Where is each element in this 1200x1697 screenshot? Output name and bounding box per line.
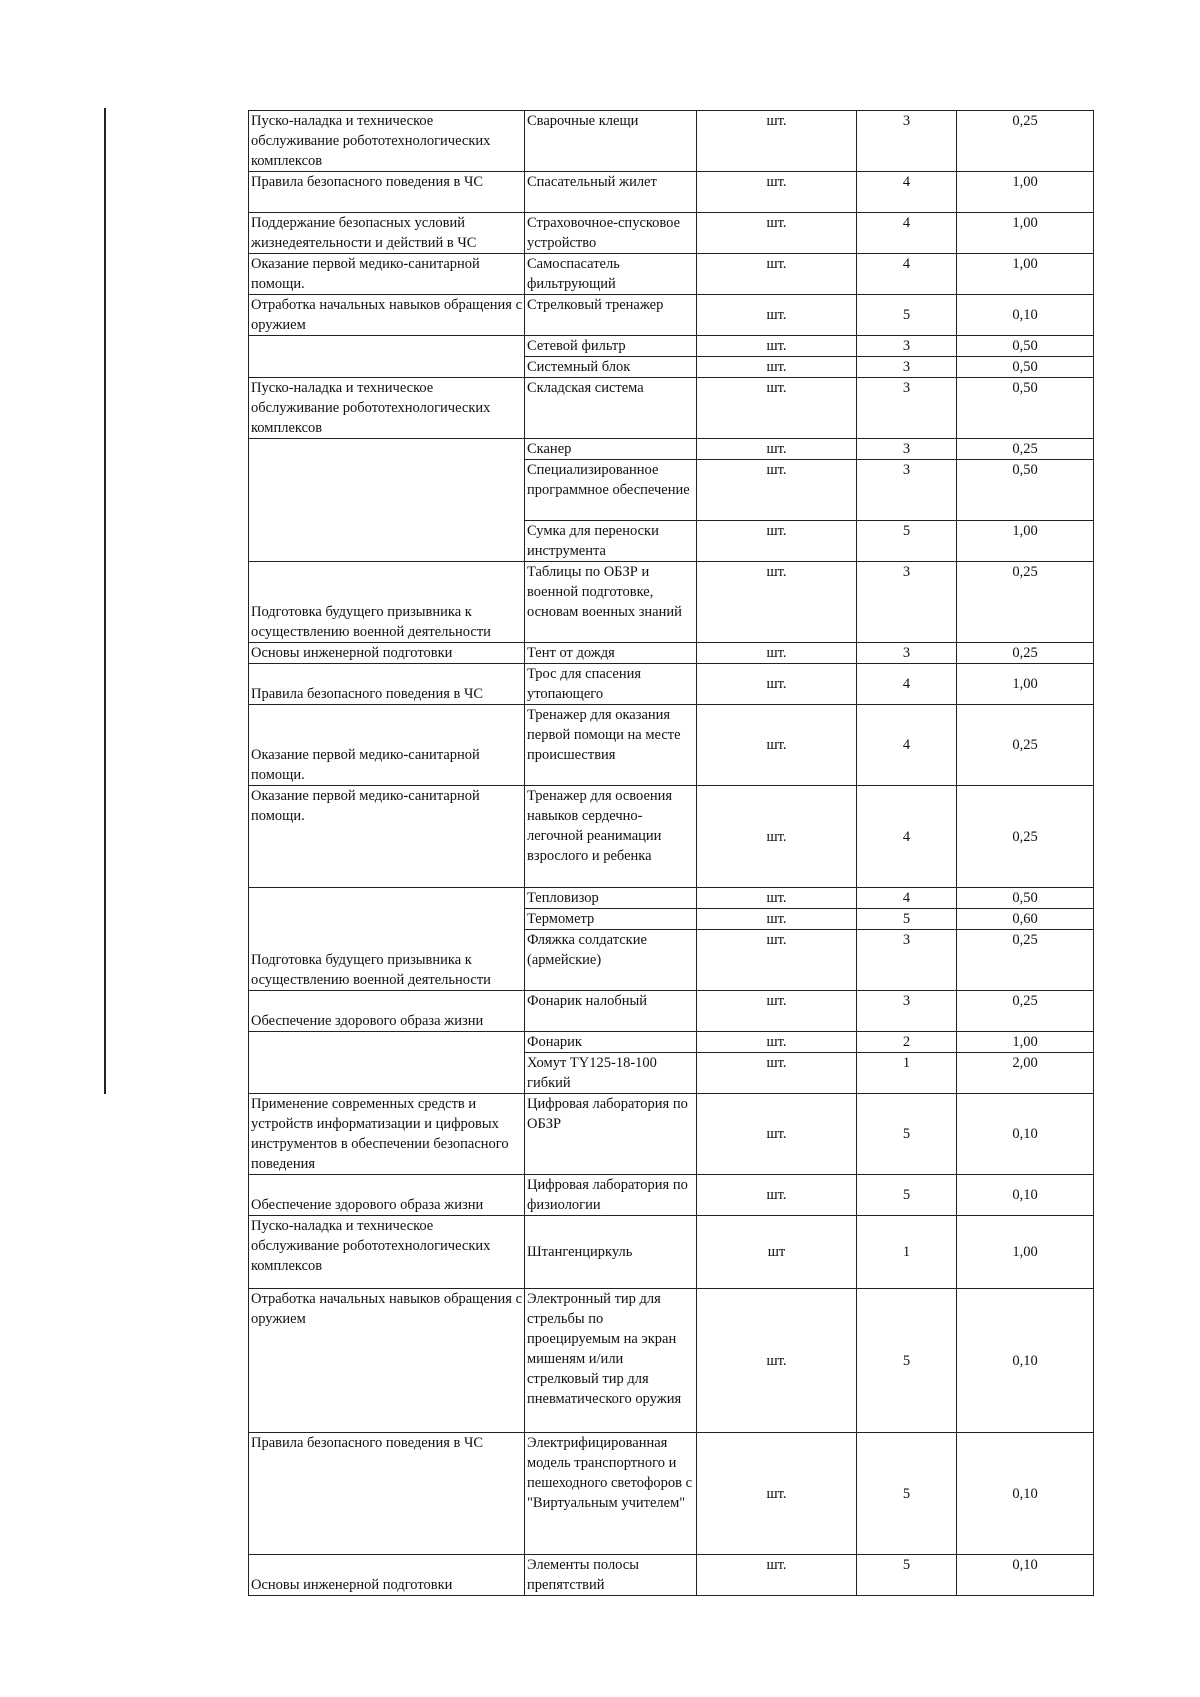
qty-cell: 4 bbox=[857, 705, 957, 786]
unit-cell: шт. bbox=[697, 888, 857, 909]
item-name-cell: Цифровая лаборатория по ОБЗР bbox=[525, 1094, 697, 1175]
item-name-cell: Тепловизор bbox=[525, 888, 697, 909]
coef-cell: 1,00 bbox=[957, 1032, 1094, 1053]
qty-cell: 3 bbox=[857, 460, 957, 521]
table-row bbox=[249, 888, 1094, 909]
coef-cell: 1,00 bbox=[957, 254, 1094, 295]
table-row bbox=[249, 254, 1094, 295]
unit-cell: шт. bbox=[697, 357, 857, 378]
section-cell: Правила безопасного поведения в ЧС bbox=[249, 664, 525, 705]
item-name-cell: Стрелковый тренажер bbox=[525, 295, 697, 336]
coef-cell: 0,25 bbox=[957, 705, 1094, 786]
section-cell: Применение современных средств и устройств информатизации и цифровых инструментов в обеспечении безопасного поведения bbox=[249, 1094, 525, 1175]
qty-cell: 4 bbox=[857, 254, 957, 295]
table-row bbox=[249, 643, 1094, 664]
coef-cell: 2,00 bbox=[957, 1053, 1094, 1094]
table-row bbox=[249, 1032, 1094, 1053]
unit-cell: шт. bbox=[697, 1032, 857, 1053]
unit-cell: шт. bbox=[697, 1053, 857, 1094]
section-cell: Оказание первой медико-санитарной помощи. bbox=[249, 786, 525, 888]
section-cell: Обеспечение здорового образа жизни bbox=[249, 1175, 525, 1216]
section-cell: Обеспечение здорового образа жизни bbox=[249, 991, 525, 1032]
unit-cell: шт. bbox=[697, 1289, 857, 1433]
section-cell: Правила безопасного поведения в ЧС bbox=[249, 1433, 525, 1555]
item-name-cell: Цифровая лаборатория по физиологии bbox=[525, 1175, 697, 1216]
unit-cell: шт. bbox=[697, 1175, 857, 1216]
qty-cell: 3 bbox=[857, 439, 957, 460]
qty-cell: 3 bbox=[857, 357, 957, 378]
qty-cell: 4 bbox=[857, 786, 957, 888]
coef-cell: 0,60 bbox=[957, 909, 1094, 930]
coef-cell: 0,50 bbox=[957, 460, 1094, 521]
coef-cell: 1,00 bbox=[957, 213, 1094, 254]
coef-cell: 1,00 bbox=[957, 1216, 1094, 1289]
table-row bbox=[249, 562, 1094, 643]
unit-cell: шт. bbox=[697, 1555, 857, 1596]
qty-cell: 4 bbox=[857, 888, 957, 909]
item-name-cell: Тренажер для оказания первой помощи на месте происшествия bbox=[525, 705, 697, 786]
page-margin-line bbox=[104, 108, 106, 1094]
unit-cell: шт. bbox=[697, 643, 857, 664]
table-row bbox=[249, 295, 1094, 336]
coef-cell: 0,50 bbox=[957, 888, 1094, 909]
item-name-cell: Складская система bbox=[525, 378, 697, 439]
qty-cell: 3 bbox=[857, 562, 957, 643]
coef-cell: 0,25 bbox=[957, 786, 1094, 888]
item-name-cell: Хомут TY125-18-100 гибкий bbox=[525, 1053, 697, 1094]
unit-cell: шт. bbox=[697, 521, 857, 562]
section-cell: Пуско-наладка и техническое обслуживание робототехнологических комплексов bbox=[249, 378, 525, 439]
section-cell: Основы инженерной подготовки bbox=[249, 1555, 525, 1596]
section-cell: Оказание первой медико-санитарной помощи. bbox=[249, 705, 525, 786]
section-cell-empty bbox=[249, 336, 525, 378]
item-name-cell: Трос для спасения утопающего bbox=[525, 664, 697, 705]
qty-cell: 3 bbox=[857, 930, 957, 991]
section-cell: Пуско-наладка и техническое обслуживание робототехнологических комплексов bbox=[249, 1216, 525, 1289]
qty-cell: 5 bbox=[857, 1175, 957, 1216]
coef-cell: 0,25 bbox=[957, 562, 1094, 643]
qty-cell: 5 bbox=[857, 521, 957, 562]
coef-cell: 0,10 bbox=[957, 295, 1094, 336]
unit-cell: шт. bbox=[697, 378, 857, 439]
item-name-cell: Элементы полосы препятствий bbox=[525, 1555, 697, 1596]
qty-cell: 3 bbox=[857, 378, 957, 439]
coef-cell: 0,50 bbox=[957, 378, 1094, 439]
item-name-cell: Фляжка солдатские (армейские) bbox=[525, 930, 697, 991]
qty-cell: 5 bbox=[857, 1555, 957, 1596]
qty-cell: 5 bbox=[857, 1433, 957, 1555]
qty-cell: 5 bbox=[857, 1094, 957, 1175]
unit-cell: шт. bbox=[697, 562, 857, 643]
coef-cell: 0,10 bbox=[957, 1555, 1094, 1596]
table-row bbox=[249, 336, 1094, 357]
unit-cell: шт. bbox=[697, 213, 857, 254]
qty-cell: 3 bbox=[857, 336, 957, 357]
unit-cell: шт. bbox=[697, 1433, 857, 1555]
coef-cell: 1,00 bbox=[957, 521, 1094, 562]
unit-cell: шт. bbox=[697, 172, 857, 213]
unit-cell: шт. bbox=[697, 1094, 857, 1175]
unit-cell: шт. bbox=[697, 336, 857, 357]
item-name-cell: Электрифицированная модель транспортного и пешеходного светофоров с "Виртуальным учителем" bbox=[525, 1433, 697, 1555]
table-row bbox=[249, 172, 1094, 213]
table-row bbox=[249, 664, 1094, 705]
qty-cell: 4 bbox=[857, 172, 957, 213]
table-row bbox=[249, 1094, 1094, 1175]
coef-cell: 0,25 bbox=[957, 991, 1094, 1032]
table-row bbox=[249, 111, 1094, 172]
qty-cell: 4 bbox=[857, 213, 957, 254]
item-name-cell: Фонарик bbox=[525, 1032, 697, 1053]
coef-cell: 0,25 bbox=[957, 439, 1094, 460]
unit-cell: шт. bbox=[697, 295, 857, 336]
item-name-cell: Сварочные клещи bbox=[525, 111, 697, 172]
table-row bbox=[249, 213, 1094, 254]
section-cell-empty bbox=[249, 1032, 525, 1094]
item-name-cell: Электронный тир для стрельбы по проецируемым на экран мишеням и/или стрелковый тир для пневматического оружия bbox=[525, 1289, 697, 1433]
qty-cell: 3 bbox=[857, 111, 957, 172]
item-name-cell: Тент от дождя bbox=[525, 643, 697, 664]
item-name-cell: Термометр bbox=[525, 909, 697, 930]
section-cell: Подготовка будущего призывника к осуществлению военной деятельности bbox=[249, 888, 525, 991]
item-name-cell: Штангенциркуль bbox=[525, 1216, 697, 1289]
item-name-cell: Специализированное программное обеспечение bbox=[525, 460, 697, 521]
coef-cell: 0,10 bbox=[957, 1433, 1094, 1555]
coef-cell: 0,25 bbox=[957, 643, 1094, 664]
coef-cell: 1,00 bbox=[957, 172, 1094, 213]
unit-cell: шт. bbox=[697, 909, 857, 930]
section-cell: Правила безопасного поведения в ЧС bbox=[249, 172, 525, 213]
item-name-cell: Сканер bbox=[525, 439, 697, 460]
table-row bbox=[249, 1175, 1094, 1216]
unit-cell: шт. bbox=[697, 786, 857, 888]
table-row bbox=[249, 705, 1094, 786]
item-name-cell: Страховочное-спусковое устройство bbox=[525, 213, 697, 254]
table-row bbox=[249, 439, 1094, 460]
item-name-cell: Сумка для переноски инструмента bbox=[525, 521, 697, 562]
qty-cell: 5 bbox=[857, 909, 957, 930]
unit-cell: шт bbox=[697, 1216, 857, 1289]
table-row bbox=[249, 991, 1094, 1032]
unit-cell: шт. bbox=[697, 254, 857, 295]
table-row bbox=[249, 1216, 1094, 1289]
unit-cell: шт. bbox=[697, 705, 857, 786]
unit-cell: шт. bbox=[697, 664, 857, 705]
coef-cell: 0,25 bbox=[957, 930, 1094, 991]
table-row bbox=[249, 378, 1094, 439]
item-name-cell: Спасательный жилет bbox=[525, 172, 697, 213]
table-row bbox=[249, 1289, 1094, 1433]
section-cell: Оказание первой медико-санитарной помощи. bbox=[249, 254, 525, 295]
item-name-cell: Тренажер для освоения навыков сердечно-легочной реанимации взрослого и ребенка bbox=[525, 786, 697, 888]
coef-cell: 1,00 bbox=[957, 664, 1094, 705]
qty-cell: 1 bbox=[857, 1053, 957, 1094]
section-cell: Пуско-наладка и техническое обслуживание робототехнологических комплексов bbox=[249, 111, 525, 172]
qty-cell: 3 bbox=[857, 991, 957, 1032]
section-cell: Отработка начальных навыков обращения с оружием bbox=[249, 295, 525, 336]
equipment-table bbox=[248, 110, 1094, 1596]
unit-cell: шт. bbox=[697, 460, 857, 521]
coef-cell: 0,25 bbox=[957, 111, 1094, 172]
table-row bbox=[249, 1555, 1094, 1596]
coef-cell: 0,10 bbox=[957, 1289, 1094, 1433]
section-cell: Подготовка будущего призывника к осуществлению военной деятельности bbox=[249, 562, 525, 643]
coef-cell: 0,50 bbox=[957, 336, 1094, 357]
qty-cell: 1 bbox=[857, 1216, 957, 1289]
unit-cell: шт. bbox=[697, 930, 857, 991]
qty-cell: 5 bbox=[857, 1289, 957, 1433]
coef-cell: 0,10 bbox=[957, 1094, 1094, 1175]
item-name-cell: Системный блок bbox=[525, 357, 697, 378]
qty-cell: 3 bbox=[857, 643, 957, 664]
section-cell: Поддержание безопасных условий жизнедеятельности и действий в ЧС bbox=[249, 213, 525, 254]
unit-cell: шт. bbox=[697, 991, 857, 1032]
qty-cell: 5 bbox=[857, 295, 957, 336]
qty-cell: 2 bbox=[857, 1032, 957, 1053]
section-cell-empty bbox=[249, 439, 525, 562]
item-name-cell: Таблицы по ОБЗР и военной подготовке, основам военных знаний bbox=[525, 562, 697, 643]
item-name-cell: Сетевой фильтр bbox=[525, 336, 697, 357]
section-cell: Основы инженерной подготовки bbox=[249, 643, 525, 664]
item-name-cell: Фонарик налобный bbox=[525, 991, 697, 1032]
table-row bbox=[249, 1433, 1094, 1555]
unit-cell: шт. bbox=[697, 111, 857, 172]
qty-cell: 4 bbox=[857, 664, 957, 705]
coef-cell: 0,10 bbox=[957, 1175, 1094, 1216]
coef-cell: 0,50 bbox=[957, 357, 1094, 378]
table-row bbox=[249, 786, 1094, 888]
item-name-cell: Самоспасатель фильтрующий bbox=[525, 254, 697, 295]
section-cell: Отработка начальных навыков обращения с оружием bbox=[249, 1289, 525, 1433]
unit-cell: шт. bbox=[697, 439, 857, 460]
